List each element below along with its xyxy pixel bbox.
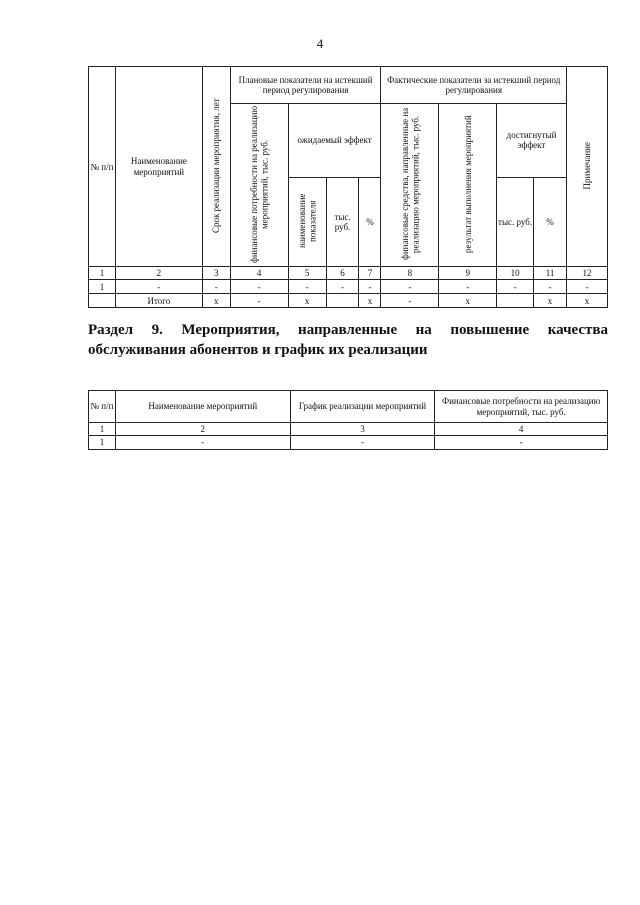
col-number: 3 <box>290 423 435 436</box>
col-number: 5 <box>288 267 326 280</box>
table-cell: - <box>115 436 290 450</box>
table-cell: - <box>115 280 202 294</box>
header-num: № п/п <box>89 391 116 423</box>
column-numbers-row <box>89 423 608 436</box>
header-schedule: График реализации мероприятий <box>290 391 435 423</box>
col-number: 1 <box>89 423 116 436</box>
table-cell: - <box>359 280 381 294</box>
header-thous-rub-2: тыс. руб. <box>497 177 534 267</box>
table-cell: x <box>288 294 326 308</box>
col-number: 4 <box>230 267 288 280</box>
service-quality-table <box>88 390 608 450</box>
table-cell: Итого <box>115 294 202 308</box>
table-cell: x <box>439 294 497 308</box>
col-number: 3 <box>202 267 230 280</box>
header-result: результат выполнения мероприятий <box>462 115 473 253</box>
table-cell: x <box>359 294 381 308</box>
table-cell: x <box>202 294 230 308</box>
table-cell: - <box>290 436 435 450</box>
table-cell: - <box>439 280 497 294</box>
table-cell: - <box>435 436 608 450</box>
col-number: 9 <box>439 267 497 280</box>
column-numbers-row <box>89 267 608 280</box>
section-title: Раздел 9. Мероприятия, направленные на повышение качества обслуживания абонентов и график их реализации <box>88 322 608 358</box>
col-number: 11 <box>534 267 567 280</box>
header-term: Срок реализации мероприятия, лет <box>211 98 222 233</box>
header-name: Наименование мероприятий <box>115 67 202 267</box>
table-cell: - <box>381 294 439 308</box>
table-cell <box>326 294 359 308</box>
col-number: 1 <box>89 267 116 280</box>
header-note: Примечание <box>581 141 592 190</box>
table-cell: x <box>534 294 567 308</box>
col-number: 2 <box>115 423 290 436</box>
header-achieved-effect: достигнутый эффект <box>497 104 567 178</box>
page-number: 4 <box>316 36 324 51</box>
table-cell <box>497 294 534 308</box>
col-number: 10 <box>497 267 534 280</box>
header-thous-rub: тыс. руб. <box>326 177 359 267</box>
table-cell: - <box>381 280 439 294</box>
header-planned-group: Плановые показатели на истекший период регулирования <box>230 67 381 104</box>
table-cell <box>89 294 116 308</box>
header-actual-fin: финансовые средства, направленные на реализацию мероприятий, тыс. руб. <box>399 107 420 261</box>
table-cell: - <box>534 280 567 294</box>
header-expected-effect: ожидаемый эффект <box>288 104 381 178</box>
col-number: 8 <box>381 267 439 280</box>
header-planned-fin: финансовые потребности на реализацию мероприятий, тыс. руб. <box>248 105 270 263</box>
table-cell: - <box>202 280 230 294</box>
table-row <box>89 436 608 450</box>
table-cell: - <box>567 280 608 294</box>
header-name: Наименование мероприятий <box>115 391 290 423</box>
header-indicator-name: наименование показателя <box>296 193 318 249</box>
header-num: № п/п <box>89 67 116 267</box>
table-row <box>89 280 608 294</box>
table-cell: - <box>230 280 288 294</box>
header-actual-group: Фактические показатели за истекший период регулирования <box>381 67 567 104</box>
header-percent-2: % <box>534 177 567 267</box>
col-number: 4 <box>435 423 608 436</box>
total-row <box>89 294 608 308</box>
table-cell: - <box>230 294 288 308</box>
table-cell: 1 <box>89 280 116 294</box>
col-number: 6 <box>326 267 359 280</box>
table-cell: x <box>567 294 608 308</box>
table-cell: 1 <box>89 436 116 450</box>
col-number: 2 <box>115 267 202 280</box>
header-fin: Финансовые потребности на реализацию мероприятий, тыс. руб. <box>435 391 608 423</box>
table-cell: - <box>497 280 534 294</box>
col-number: 12 <box>567 267 608 280</box>
table-cell: - <box>326 280 359 294</box>
results-table <box>88 66 608 308</box>
table-cell: - <box>288 280 326 294</box>
header-percent: % <box>359 177 381 267</box>
col-number: 7 <box>359 267 381 280</box>
